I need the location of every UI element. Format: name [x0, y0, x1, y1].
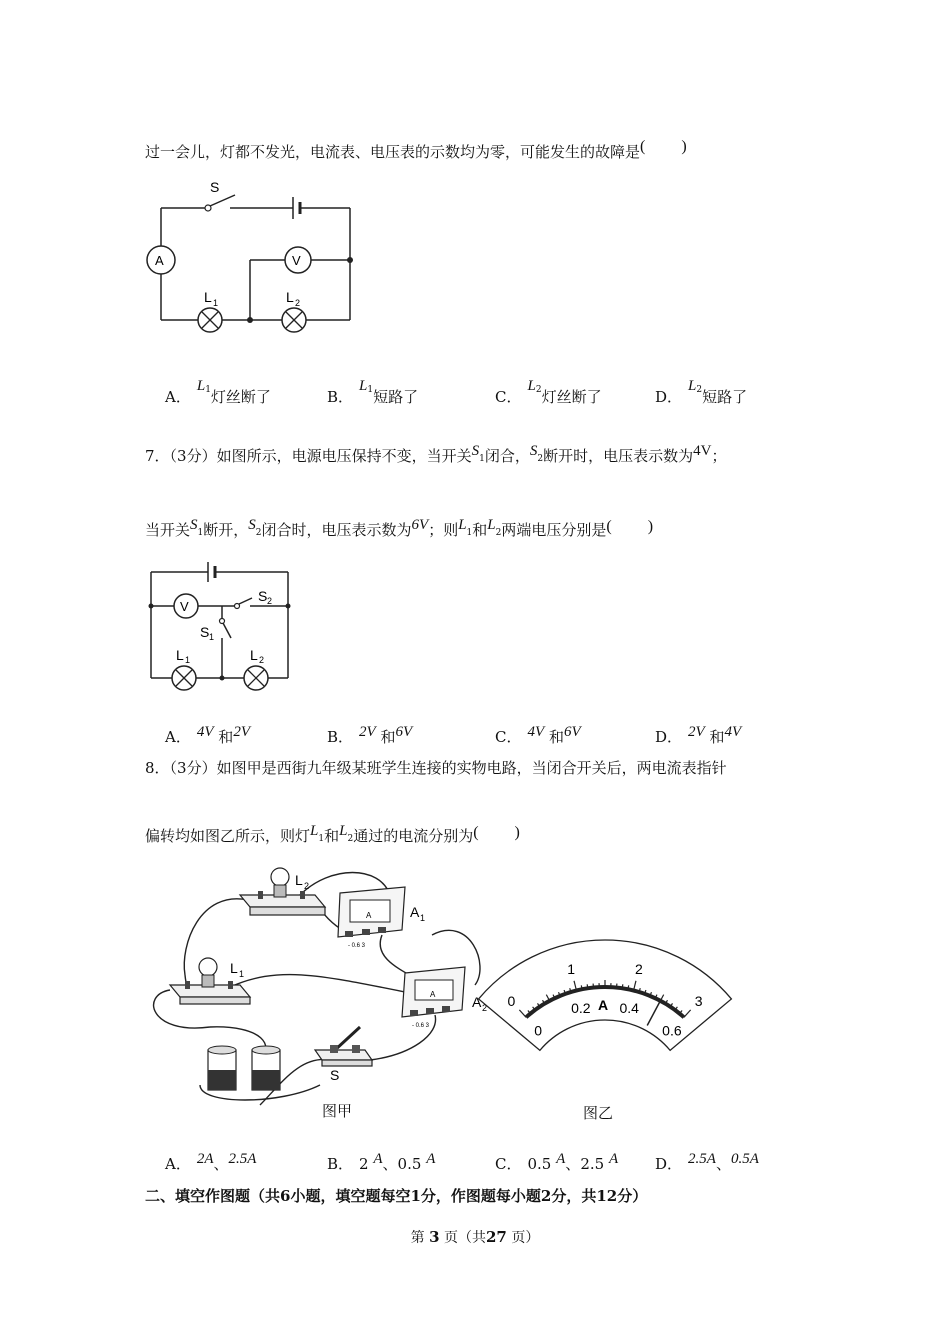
- q7-s1-label: S: [200, 624, 210, 640]
- footer-total-pages: 27: [486, 1228, 507, 1246]
- answer-paren-close: ): [514, 824, 520, 841]
- option-var: L: [527, 378, 536, 394]
- option-sub: 1: [205, 385, 211, 395]
- footer-text: 第: [410, 1230, 425, 1246]
- q6-switch-label: S: [210, 179, 220, 195]
- q8-l2-sub: 2: [347, 834, 354, 844]
- option-sub: 2: [696, 385, 703, 395]
- option-text: 短路了: [702, 388, 748, 406]
- meter-needle: [647, 999, 661, 1025]
- q7-text: 断开时，电压表示数为: [543, 447, 694, 465]
- q8-l2: L: [339, 823, 348, 839]
- q8-stem-line1: 8．（3分）如图甲是西街九年级某班学生连接的实物电路，当闭合开关后，两电流表指针: [145, 759, 727, 777]
- jia-a2-terminals: - 0.6 3: [412, 1023, 430, 1029]
- q6-option-c[interactable]: [495, 378, 602, 407]
- option-letter: D．: [655, 1155, 683, 1173]
- option-value-b: 0.5: [397, 1155, 422, 1173]
- option-unit-a: A: [373, 1151, 383, 1167]
- jia-l1-sub: 1: [239, 969, 245, 979]
- meter-outer-label: 3: [694, 992, 703, 1009]
- q6-circuit-diagram: [140, 175, 370, 335]
- jia-l2-label: L: [295, 872, 303, 888]
- option-text: 灯丝断了: [541, 388, 602, 406]
- q6-lamp1-sub: 1: [213, 298, 219, 308]
- figure-jia-caption: 图甲: [322, 1102, 353, 1120]
- q7-stem-line2: [145, 517, 654, 543]
- option-value-a: 2A: [196, 1151, 214, 1167]
- q7-option-c[interactable]: [495, 726, 581, 747]
- q8-option-a[interactable]: [165, 1153, 256, 1174]
- option-var: L: [688, 378, 697, 394]
- jia-ammeter-a2: [402, 967, 465, 1029]
- figure-yi-caption: 图乙: [583, 1104, 614, 1122]
- option-letter: C．: [495, 1155, 522, 1173]
- q7-text: ；则: [428, 521, 459, 539]
- section2-heading: 二、填空作图题（共6小题，填空题每空1分，作图题每小题2分，共12分）: [145, 1187, 648, 1205]
- q7-l2-sub: 2: [495, 528, 502, 538]
- footer-text: 页）: [511, 1230, 540, 1246]
- q7-lamp1-sub: 1: [185, 655, 191, 665]
- q7-text: 7．（3分）如图所示，电源电压保持不变，当开关: [145, 447, 472, 465]
- q6-stem-line2: [145, 138, 687, 163]
- q7-l2: L: [487, 517, 496, 533]
- q8-stem-line2: [145, 823, 520, 849]
- option-sep: 、: [382, 1155, 398, 1173]
- meter-outer-label: 1: [567, 961, 576, 978]
- option-value-a: 2V: [359, 724, 376, 740]
- meter-inner-label: 0.4: [619, 999, 639, 1016]
- option-sub: 2: [535, 385, 542, 395]
- page-footer: [0, 1227, 950, 1247]
- meter-tick: [581, 985, 582, 989]
- option-letter: A．: [165, 728, 191, 746]
- q7-s1: S: [190, 517, 198, 533]
- option-letter: D．: [655, 728, 683, 746]
- option-conj: 和: [709, 728, 725, 746]
- q7-s1: S: [471, 443, 480, 459]
- meter-inner-label: 0.2: [571, 999, 591, 1016]
- meter-inner-label: 0: [534, 1022, 542, 1039]
- meter-tick: [587, 984, 588, 988]
- q6-lamp2-label: L: [286, 289, 294, 305]
- q7-v2: 6V: [411, 517, 429, 533]
- option-value-a: 4V: [527, 724, 545, 740]
- jia-a2-label: A: [472, 994, 482, 1010]
- jia-a1-terminals: - 0.6 3: [348, 943, 366, 949]
- jia-ammeter-a1: [338, 887, 405, 949]
- q8-text: 偏转均如图乙所示，则灯: [145, 827, 311, 845]
- q7-text: 当开关: [145, 521, 191, 539]
- option-value-b: 6V: [395, 724, 413, 740]
- q7-s1-sub: 1: [197, 528, 204, 538]
- meter-tick: [519, 1010, 526, 1017]
- option-unit-b: A: [608, 1151, 619, 1167]
- q7-s2-sub: 2: [537, 454, 544, 464]
- jia-l1-label: L: [230, 960, 238, 976]
- option-unit-a: A: [556, 1151, 566, 1167]
- q7-lamp1-label: L: [176, 647, 184, 663]
- meter-outer-label: 2: [634, 961, 643, 978]
- option-letter: A．: [165, 1155, 191, 1173]
- q7-lamp2-sub: 2: [259, 655, 265, 665]
- q6-lamp1-label: L: [204, 289, 212, 305]
- jia-a2-face-label: A: [430, 990, 436, 999]
- option-value-b: 4V: [724, 724, 742, 740]
- jia-switch: [315, 1027, 372, 1066]
- q7-stem-line1: [145, 443, 727, 469]
- q7-s2-sub: 2: [255, 528, 262, 538]
- q7-s2: S: [248, 517, 256, 533]
- option-letter: B．: [327, 728, 354, 746]
- option-letter: C．: [495, 728, 522, 746]
- option-value-a: 2: [359, 1155, 369, 1173]
- meter-tick: [622, 984, 623, 988]
- q7-l1-sub: 1: [466, 528, 473, 538]
- option-sep: 、: [715, 1155, 731, 1173]
- meter-tick: [628, 985, 629, 989]
- q7-text: 断开，: [203, 521, 249, 539]
- q8-l1-sub: 1: [318, 834, 325, 844]
- q7-s2: S: [529, 443, 538, 459]
- q6-option-a[interactable]: [165, 378, 271, 407]
- q8-option-c[interactable]: [495, 1153, 618, 1174]
- option-letter: D．: [655, 388, 683, 406]
- q7-voltmeter-label: V: [180, 599, 189, 614]
- q7-option-b[interactable]: [327, 726, 412, 747]
- meter-outer-label: 0: [507, 992, 516, 1009]
- q7-option-d[interactable]: [655, 726, 741, 747]
- option-letter: C．: [495, 388, 522, 406]
- q8-option-d[interactable]: [655, 1153, 759, 1174]
- q7-v1: 4V: [693, 443, 712, 459]
- option-value-a: 0.5: [527, 1155, 552, 1173]
- q7-s2-label-sub: 2: [267, 596, 273, 606]
- option-value-b: 6V: [563, 724, 581, 740]
- q7-s1-sub: 1: [479, 454, 485, 464]
- q7-text: ；: [711, 447, 727, 465]
- footer-page-number: 3: [429, 1228, 440, 1246]
- option-var: L: [196, 378, 206, 394]
- q7-text: 两端电压分别是: [501, 521, 607, 539]
- q7-option-a[interactable]: [165, 726, 250, 747]
- option-value-b: 2V: [233, 724, 250, 740]
- q8-text: 通过的电流分别为: [353, 827, 474, 845]
- option-conj: 和: [218, 728, 234, 746]
- footer-text: 页（共: [444, 1230, 486, 1246]
- q7-s1-label-sub: 1: [209, 632, 215, 642]
- q6-lamp2-sub: 2: [295, 298, 301, 308]
- meter-tick: [684, 1010, 691, 1017]
- option-value-b: 2.5: [580, 1155, 605, 1173]
- jia-l2-sub: 2: [304, 881, 310, 891]
- q6-stem-text: 过一会儿，灯都不发光，电流表、电压表的示数均为零，可能发生的故障是: [145, 143, 641, 161]
- q6-option-b[interactable]: [327, 378, 419, 407]
- q7-s2-label: S: [258, 588, 268, 604]
- option-sub: 1: [367, 385, 374, 395]
- q7-circuit-diagram: [140, 560, 300, 690]
- meter-dial-outline: [479, 940, 732, 1050]
- option-unit-b: A: [426, 1151, 436, 1167]
- option-value-a: 2.5A: [688, 1151, 716, 1167]
- q8-figure-jia: [140, 855, 500, 1125]
- option-letter: A．: [165, 388, 191, 406]
- q7-text: 和: [472, 521, 488, 539]
- option-sep: 、: [213, 1155, 229, 1173]
- q8-l1: L: [310, 823, 319, 839]
- option-var: L: [359, 378, 368, 394]
- q6-voltmeter-label: V: [292, 253, 301, 268]
- jia-switch-label: S: [330, 1067, 340, 1083]
- option-text: 短路了: [373, 388, 419, 406]
- option-sep: 、: [565, 1155, 581, 1173]
- jia-lamp1-board: [170, 958, 250, 1004]
- q8-text: 和: [324, 827, 340, 845]
- q6-ammeter-label: A: [155, 253, 164, 268]
- jia-a2-sub: 2: [482, 1003, 488, 1013]
- jia-a1-face-label: A: [366, 911, 372, 920]
- q8-figure-yi-meter: [507, 935, 720, 1055]
- answer-paren-open: (: [606, 518, 612, 535]
- option-text: 灯丝断了: [210, 388, 271, 406]
- q6-option-d[interactable]: [655, 378, 748, 407]
- q7-lamp2-label: L: [250, 647, 258, 663]
- q8-option-b[interactable]: [327, 1153, 435, 1174]
- option-value-a: 2V: [688, 724, 705, 740]
- jia-batteries: [208, 1046, 280, 1090]
- option-value-a: 4V: [196, 724, 214, 740]
- jia-a1-label: A: [410, 904, 420, 920]
- q7-text: 闭合，: [484, 447, 530, 465]
- option-value-b: 2.5A: [228, 1151, 257, 1167]
- option-conj: 和: [380, 728, 396, 746]
- option-letter: B．: [327, 388, 354, 406]
- jia-lamp2-board: [240, 868, 325, 915]
- option-conj: 和: [548, 728, 564, 746]
- q7-text: 闭合时，电压表示数为: [261, 521, 412, 539]
- answer-paren-open: (: [473, 824, 479, 841]
- q7-l1: L: [458, 517, 467, 533]
- option-letter: B．: [327, 1155, 354, 1173]
- jia-a1-sub: 1: [420, 913, 426, 923]
- meter-inner-label: 0.6: [662, 1022, 682, 1039]
- option-value-b: 0.5A: [730, 1151, 759, 1167]
- meter-unit-label: A: [598, 997, 609, 1013]
- answer-paren-open: (: [640, 138, 646, 155]
- answer-paren-close: ): [647, 518, 654, 535]
- answer-paren-close: ): [681, 138, 687, 155]
